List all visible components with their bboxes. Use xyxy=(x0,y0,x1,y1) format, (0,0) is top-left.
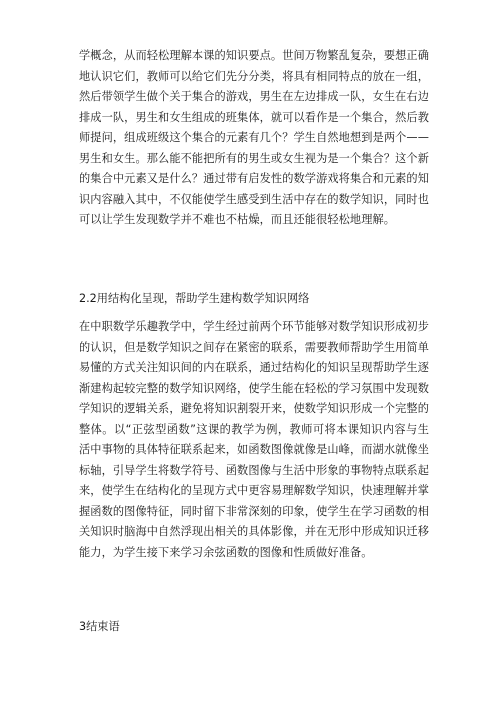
body-paragraph-intro: 学概念，从而轻松理解本课的知识要点。世间万物繁乱复杂，要想正确地认识它们，教师可以给它们先分分类，将具有相同特点的放在一组，然后带领学生做个关于集合的游戏，男生在左边排成一队，女生在右边排成一队，男生和女生组成的班集体，就可以看作是一个集合，然后教师提问，组成班级这个集合的元素有几个？学生自然地想到是两个——男生和女生。那么能不能把所有的男生或女生视为是一个集合？这个新的集合中元素又是什么？通过带有启发性的数学游戏将集合和元素的知识内容融入其中，不仅能使学生感受到生活中存在的数学知识，同时也可以让学生发现数学并不难也不枯燥，而且还能很轻松地理解。 xyxy=(79,49,429,226)
section-heading-3-conclusion: 3结束语 xyxy=(79,620,120,633)
body-paragraph-structure: 在中职数学乐趣教学中，学生经过前两个环节能够对数学知识形成初步的认识，但是数学知识之间存在紧密的联系，需要教师帮助学生用简单易懂的方式关注知识间的内在联系，通过结构化的知识呈现帮助学生逐渐建构起较完整的数学知识网络，使学生能在轻松的学习氛围中发现数学知识的逻辑关系，避免将知识割裂开来，使数学知识形成一个完整的整体。以“正弦型函数”这课的教学为例，教师可将本课知识内容与生活中事物的具体特征联系起来，如函数图像就像是山峰，而湖水就像坐标轴，引导学生将数学符号、函数图像与生活中形象的事物特点联系起来，使学生在结构化的呈现方式中更容易理解数学知识，快速理解并掌握函数的图像特征，同时留下非常深刻的印象，使学生在学习函数的相关知识时脑海中自然浮现出相关的具体影像，并在无形中形成知识迁移能力，为学生接下来学习余弦函数的图像和性质做好准备。 xyxy=(79,320,429,559)
section-heading-2-2: 2.2用结构化呈现，帮助学生建构数学知识网络 xyxy=(79,292,310,305)
